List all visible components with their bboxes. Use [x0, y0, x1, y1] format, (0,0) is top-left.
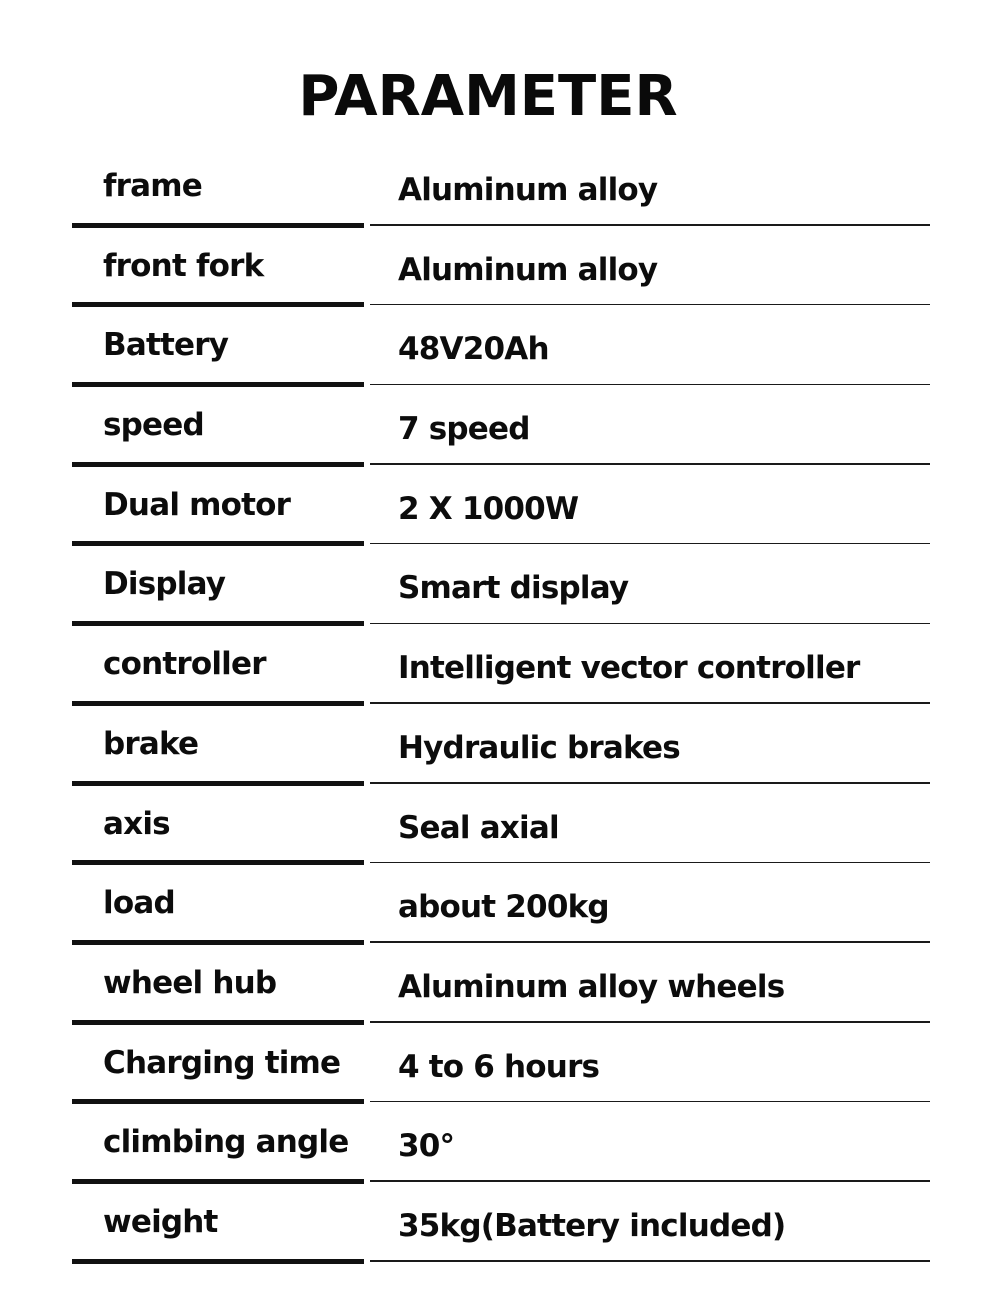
parameter-label: climbing angle	[103, 1124, 349, 1161]
parameter-row	[72, 228, 930, 308]
parameter-label: load	[103, 885, 175, 922]
label-divider	[72, 1259, 364, 1264]
parameter-label: speed	[103, 407, 204, 444]
value-divider	[370, 543, 930, 545]
parameter-label: weight	[103, 1203, 218, 1240]
value-divider	[370, 702, 930, 704]
parameter-value: 2 X 1000W	[398, 490, 579, 527]
parameter-row	[72, 626, 930, 706]
parameter-value: Intelligent vector controller	[398, 650, 860, 687]
parameter-value: 7 speed	[398, 411, 530, 448]
page-title: PARAMETER	[298, 64, 678, 129]
parameter-row	[72, 865, 930, 945]
parameter-label: Battery	[103, 327, 229, 364]
parameter-value: Aluminum alloy wheels	[398, 968, 785, 1005]
value-divider	[370, 1101, 930, 1103]
parameter-label: front fork	[103, 247, 264, 284]
parameter-row	[72, 546, 930, 626]
parameter-row	[72, 945, 930, 1025]
value-divider	[370, 463, 930, 465]
parameter-row	[72, 387, 930, 467]
parameter-row	[72, 467, 930, 547]
parameter-label: Dual motor	[103, 486, 291, 523]
parameter-row	[72, 706, 930, 786]
parameter-value: 48V20Ah	[398, 331, 549, 368]
value-divider	[370, 384, 930, 386]
value-divider	[370, 304, 930, 306]
parameter-value: Seal axial	[398, 809, 559, 846]
parameter-label: Display	[103, 566, 226, 603]
value-divider	[370, 224, 930, 226]
parameter-row	[72, 148, 930, 228]
parameter-label: axis	[103, 805, 170, 842]
parameter-row	[72, 1184, 930, 1264]
parameter-table	[72, 148, 930, 1264]
value-divider	[370, 941, 930, 943]
value-divider	[370, 782, 930, 784]
parameter-row	[72, 1104, 930, 1184]
value-divider	[370, 1260, 930, 1262]
parameter-label: wheel hub	[103, 964, 277, 1001]
parameter-value: Aluminum alloy	[398, 172, 658, 208]
value-divider	[370, 623, 930, 625]
parameter-value: about 200kg	[398, 889, 609, 926]
parameter-value: 30°	[398, 1128, 455, 1165]
value-divider	[370, 1021, 930, 1023]
parameter-row	[72, 307, 930, 387]
parameter-label: frame	[103, 168, 203, 204]
value-divider	[370, 1180, 930, 1182]
parameter-value: 4 to 6 hours	[398, 1048, 600, 1085]
parameter-row	[72, 786, 930, 866]
parameter-value: Hydraulic brakes	[398, 729, 680, 766]
value-divider	[370, 862, 930, 864]
parameter-value: 35kg(Battery included)	[398, 1207, 786, 1244]
parameter-row	[72, 1025, 930, 1105]
parameter-value: Smart display	[398, 570, 629, 607]
parameter-label: brake	[103, 725, 199, 762]
parameter-value: Aluminum alloy	[398, 251, 658, 288]
parameter-label: Charging time	[103, 1044, 341, 1081]
parameter-label: controller	[103, 646, 266, 683]
